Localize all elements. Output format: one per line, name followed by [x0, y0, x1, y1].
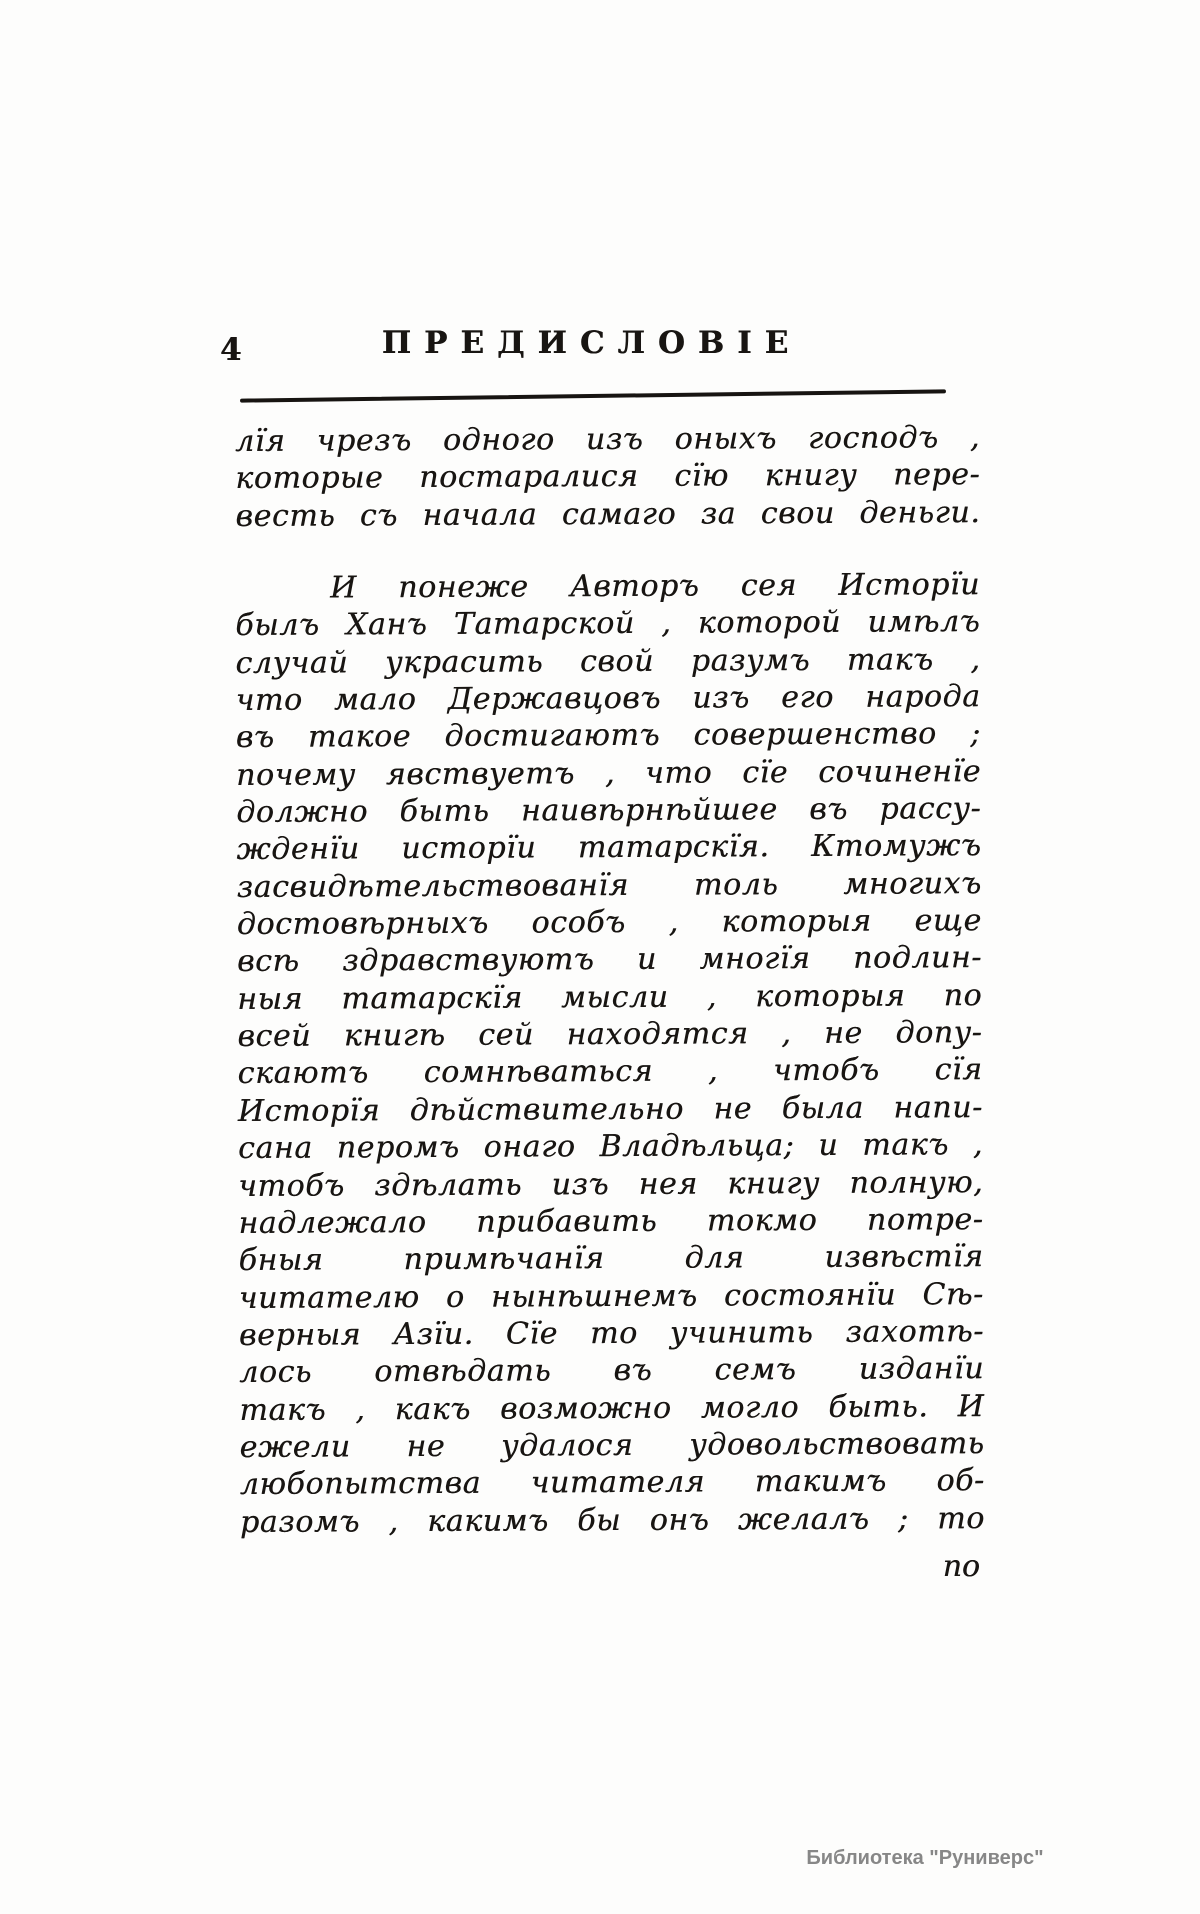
word: почему: [235, 757, 356, 793]
word: изъ: [551, 1166, 610, 1202]
word: отвѣдать: [374, 1353, 552, 1390]
word: И: [329, 570, 357, 606]
word: господъ: [807, 420, 939, 456]
word: бныя: [238, 1242, 324, 1279]
text-line: [235, 642, 980, 683]
word: примѣчанїя: [403, 1241, 605, 1278]
word: такъ: [862, 1127, 949, 1163]
text-line: [237, 903, 982, 944]
word: лось: [239, 1354, 312, 1391]
word: татарскїя: [341, 980, 523, 1017]
word: быть: [399, 793, 490, 830]
catchword: по: [942, 1549, 980, 1584]
word: желалъ: [737, 1501, 870, 1537]
text-line: [236, 791, 981, 832]
word: всей: [237, 1018, 312, 1055]
word: ;: [970, 716, 981, 752]
word: книгу: [727, 1165, 820, 1201]
word: не: [823, 1015, 863, 1052]
word: чтобъ: [238, 1167, 345, 1204]
word: въ: [809, 791, 848, 828]
word: Азїи.: [393, 1316, 474, 1353]
word: для: [684, 1240, 745, 1276]
word: въ: [613, 1353, 653, 1389]
word: о: [445, 1279, 465, 1315]
word: быть.: [828, 1388, 929, 1425]
paragraph-2: [235, 567, 985, 1542]
word: здѣлать: [374, 1167, 523, 1203]
word: такъ: [846, 642, 934, 678]
text-line: [238, 1127, 983, 1168]
word: напи-: [893, 1089, 983, 1126]
text-line: [235, 604, 980, 645]
word: онъ: [649, 1502, 710, 1538]
word: Исторїи: [838, 567, 981, 603]
word: изъ: [692, 680, 750, 716]
word: бы: [577, 1502, 622, 1538]
word: должно: [236, 794, 369, 831]
word: свой: [579, 643, 655, 679]
word: здравствуютъ: [342, 942, 595, 979]
word: Ктомужъ: [811, 828, 982, 865]
word: достовѣрныхъ: [236, 905, 489, 943]
word: ,: [388, 1503, 399, 1539]
word: понеже: [398, 569, 529, 606]
word: Владѣльца;: [599, 1128, 795, 1165]
word: Сїе: [505, 1316, 559, 1352]
word: Исторїя: [237, 1093, 381, 1129]
word: по: [943, 977, 983, 1014]
word: за: [700, 496, 737, 532]
page-number: 4: [220, 332, 242, 368]
word: многїя: [699, 941, 811, 978]
word: начала: [422, 497, 538, 533]
word: особъ: [531, 905, 626, 941]
word: еще: [914, 903, 982, 939]
word: ныя: [237, 981, 304, 1017]
word: такимъ: [754, 1463, 887, 1500]
word: жденїи: [236, 831, 360, 868]
word: книгѣ: [343, 1018, 446, 1054]
word: явствуетъ: [385, 755, 575, 792]
word: разумъ: [690, 642, 811, 679]
word: сей: [478, 1017, 534, 1053]
word: ,: [668, 904, 679, 940]
word: ,: [781, 1016, 792, 1052]
word: могло: [700, 1389, 800, 1426]
word: онаго: [483, 1129, 576, 1165]
word: что: [645, 755, 713, 791]
text-line: [239, 1314, 984, 1355]
word: сомнѣваться: [423, 1054, 654, 1091]
word: Авторъ: [569, 568, 700, 605]
word: сїя: [934, 1052, 983, 1088]
word: исторїи: [401, 830, 537, 867]
word: весть: [235, 498, 336, 534]
word: былъ: [235, 607, 320, 644]
word: ,: [661, 606, 672, 642]
word: которые: [235, 460, 384, 497]
word: была: [781, 1090, 864, 1126]
text-line: [238, 1165, 983, 1206]
word: ,: [970, 641, 981, 677]
text-line: [240, 1463, 985, 1504]
text-line: [237, 978, 982, 1019]
word: извѣстїя: [824, 1239, 984, 1276]
word: то: [589, 1315, 638, 1352]
word: И: [957, 1388, 985, 1424]
word: сїе: [742, 754, 789, 791]
word: мысли: [560, 979, 669, 1016]
text-line: [237, 1015, 982, 1056]
word: не: [406, 1428, 446, 1465]
word: такъ: [239, 1392, 327, 1428]
word: полную,: [849, 1164, 984, 1201]
word: читателя: [530, 1464, 706, 1501]
word: ,: [706, 979, 718, 1015]
word: удовольствовать: [689, 1425, 985, 1463]
word: дѣйствительно: [409, 1091, 684, 1128]
word: сана: [237, 1130, 313, 1167]
word: и: [636, 942, 657, 978]
text-line: [235, 495, 980, 536]
word: что: [235, 682, 303, 719]
text-line: [237, 866, 982, 907]
word: одного: [442, 422, 555, 458]
text-line: [238, 1053, 983, 1094]
word: читателю: [238, 1279, 420, 1316]
word: захотѣ-: [845, 1313, 985, 1350]
word: ,: [355, 1391, 366, 1427]
word: удалося: [500, 1427, 634, 1464]
word: деньги.: [859, 494, 981, 531]
word: съ: [359, 497, 398, 534]
word: сїю: [674, 458, 729, 495]
word: свои: [760, 495, 835, 531]
word: самаго: [561, 496, 677, 532]
word: рассу-: [879, 791, 982, 827]
word: Татарской: [453, 606, 635, 643]
word: сочиненїе: [818, 753, 982, 790]
library-watermark: Библиотека "Руниверс": [806, 1847, 1044, 1869]
word: постаралися: [419, 459, 639, 496]
word: учинить: [669, 1314, 814, 1351]
word: изъ: [585, 421, 644, 458]
word: совершенство: [693, 716, 937, 753]
word: которыя: [755, 978, 906, 1015]
text-line: [237, 941, 982, 982]
word: какъ: [394, 1391, 471, 1427]
word: толь: [693, 866, 779, 903]
word: всѣ: [236, 944, 300, 980]
word: ,: [604, 755, 616, 791]
word: пере-: [892, 457, 981, 493]
word: его: [781, 679, 834, 716]
word: потре-: [866, 1201, 984, 1238]
word: изданїи: [858, 1351, 985, 1387]
word: чрезъ: [316, 423, 412, 459]
word: разомъ: [239, 1503, 361, 1540]
word: состоянїи: [723, 1277, 897, 1313]
word: Державцовъ: [447, 680, 662, 717]
word: нынѣшнемъ: [490, 1278, 698, 1315]
word: народа: [865, 679, 981, 715]
word: токмо: [706, 1202, 818, 1239]
text-line: [238, 1202, 983, 1243]
word: не: [713, 1091, 753, 1127]
word: нея: [638, 1166, 698, 1202]
word: такое: [307, 719, 412, 755]
word: подлин-: [852, 940, 983, 977]
word: верныя: [238, 1317, 362, 1353]
word: находятся: [566, 1016, 749, 1053]
page-header-title: ПРЕДИСЛОВІЕ: [381, 325, 802, 361]
word: перомъ: [336, 1129, 460, 1166]
text-line: [236, 754, 981, 795]
word: какимъ: [427, 1502, 549, 1539]
word: ,: [972, 1127, 984, 1163]
word: семъ: [714, 1352, 797, 1388]
word: Сѣ-: [922, 1276, 984, 1312]
word: татарскїя.: [577, 829, 770, 866]
word: засвидѣтельствованїя: [236, 867, 630, 905]
word: ежели: [239, 1429, 351, 1465]
word: любопытства: [239, 1465, 482, 1503]
word: скаютъ: [237, 1055, 369, 1092]
word: возможно: [499, 1390, 672, 1427]
word: которой: [697, 605, 842, 641]
word: украсить: [384, 644, 544, 680]
word: въ: [235, 720, 275, 756]
word: сея: [740, 568, 798, 604]
word: прибавить: [476, 1203, 658, 1240]
header-rule: [240, 389, 946, 402]
word: то: [937, 1500, 985, 1536]
text-line: [236, 679, 981, 720]
text-line: [240, 1501, 985, 1542]
word: и: [818, 1128, 839, 1164]
paragraph-1: [235, 420, 981, 536]
word: имѣлъ: [867, 604, 981, 641]
text-line: [239, 1389, 984, 1430]
word: оныхъ: [674, 421, 777, 457]
text-line: [235, 567, 980, 608]
word: ,: [707, 1053, 719, 1089]
word: наивѣрнѣйшее: [520, 792, 778, 829]
word: допу-: [895, 1015, 983, 1051]
word: случай: [235, 645, 349, 681]
word: достигаютъ: [444, 718, 661, 755]
word: лїя: [235, 423, 286, 459]
text-line: [239, 1239, 984, 1280]
word: Ханъ: [345, 607, 428, 643]
text-line: [236, 716, 981, 757]
text-line: [239, 1277, 984, 1318]
word: об-: [936, 1463, 985, 1499]
word: ,: [969, 420, 981, 456]
text-line: [238, 1090, 983, 1131]
text-line: [239, 1351, 984, 1392]
text-line: [235, 457, 980, 498]
text-line: [236, 829, 981, 870]
word: книгу: [764, 458, 858, 494]
text-line: [239, 1426, 984, 1467]
word: ;: [897, 1501, 909, 1537]
word: чтобъ: [773, 1053, 880, 1089]
text-line: [235, 420, 980, 461]
word: многихъ: [843, 865, 982, 902]
word: мало: [333, 682, 417, 718]
word: надлежало: [238, 1204, 427, 1241]
word: которыя: [721, 903, 872, 940]
